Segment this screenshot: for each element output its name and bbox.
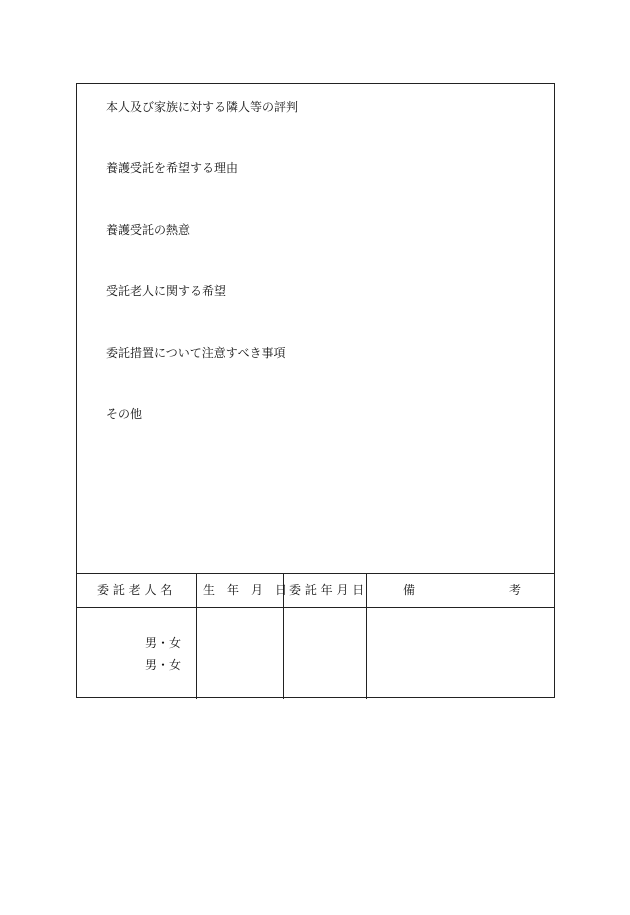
name-column-header: 委 託 老 人 名 [97, 583, 173, 597]
table-column-divider [366, 574, 367, 699]
sex-option-row-1: 男・女 [145, 636, 182, 650]
reason-label: 養護受託を希望する理由 [106, 161, 239, 175]
remarks-column-header-right: 考 [509, 583, 522, 597]
commission-form [76, 83, 555, 698]
other-label: その他 [106, 407, 143, 421]
table-column-divider [196, 574, 197, 699]
table-header-divider [77, 607, 554, 608]
commission-date-column-header: 委 託 年 月 日 [289, 583, 365, 597]
form-notes-section [77, 84, 554, 574]
remarks-column-header-left: 備 [403, 583, 416, 597]
wishes-label: 受託老人に関する希望 [106, 284, 227, 298]
sex-option-row-2: 男・女 [145, 658, 182, 672]
birth-column-header: 生 年 月 日 [203, 583, 288, 597]
neighbor-reputation-label: 本人及び家族に対する隣人等の評判 [106, 100, 299, 114]
enthusiasm-label: 養護受託の熱意 [106, 223, 191, 237]
notes-label: 委託措置について注意すべき事項 [106, 346, 286, 360]
